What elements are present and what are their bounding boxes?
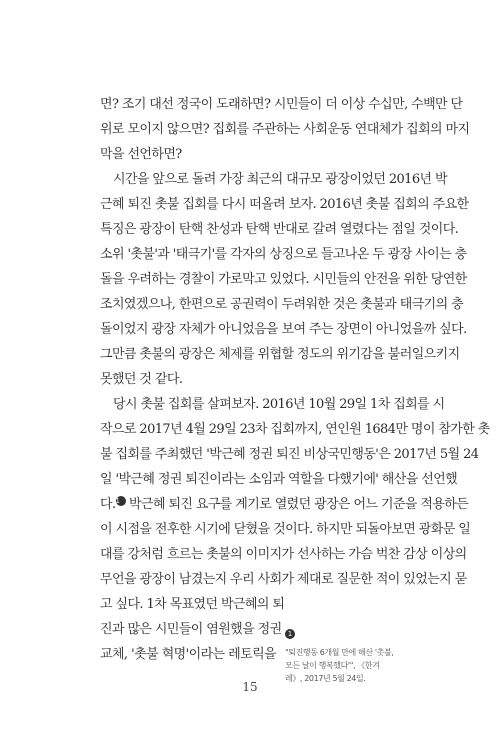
- text-line: 근혜 퇴진 촛불 집회를 다시 떠올려 보자. 2016년 촛불 집회의 주요한: [100, 197, 469, 212]
- text-line: 일 '박근혜 정권 퇴진이라는 소임과 역할을 다했기에' 해산을 선언했: [100, 472, 458, 487]
- text-line: 막을 선언하면?: [100, 147, 182, 162]
- page-number: 15: [242, 680, 258, 694]
- text-line: 불 집회를 주최했던 '박근혜 정권 퇴진 비상국민행동'은 2017년 5월 24: [100, 447, 479, 462]
- text-line: 진과 많은 시민들이 염원했을 정권: [100, 622, 282, 637]
- text-line: 대를 강처럼 흐르는 촛불의 이미지가 선사하는 가슴 벅찬 감상 이상의: [100, 547, 467, 562]
- paragraph-2: [100, 167, 469, 392]
- text-line: 돌이었지 광장 자체가 아니었음을 보여 주는 장면이 아니었을까 싶다.: [100, 322, 467, 337]
- text-line: 특징은 광장이 탄핵 찬성과 탄핵 반대로 갈려 열렸다는 점일 것이다.: [100, 222, 459, 237]
- footnote: [285, 627, 395, 685]
- text-line: 이 시점을 전후한 시기에 닫혔을 것이다. 하지만 되돌아보면 광화문 일: [100, 522, 471, 537]
- text-line: 돌을 우려하는 경찰이 가로막고 있었다. 시민들의 안전을 위한 당연한: [100, 272, 467, 287]
- footnote-marker: 1: [285, 629, 295, 639]
- text-line: 시간을 앞으로 돌려 가장 최근의 대규모 광장이었던 2016년 박: [113, 172, 447, 187]
- text-line: 조치였겠으나, 한편으로 공권력이 두려워한 것은 촛불과 태극기의 충: [100, 297, 464, 312]
- text-line: 고 싶다. 1차 목표였던 박근혜의 퇴: [100, 597, 285, 612]
- text-line: 못했던 것 같다.: [100, 372, 183, 387]
- text-line: 당시 촛불 집회를 살펴보자. 2016년 10월 29일 1차 집회를 시: [113, 397, 445, 412]
- text-segment: 박근혜 퇴진 요구를 계기로 열렸던 광장은 어느 기준을 적용하든: [125, 497, 469, 512]
- text-line: 그만큼 촛불의 광장은 체제를 위협할 정도의 위기감을 불러일으키지: [100, 347, 460, 362]
- paragraph-3: [100, 392, 490, 617]
- text-line: 면? 조기 대선 정국이 도래하면? 시민들이 더 이상 수십만, 수백만 단: [100, 97, 463, 112]
- paragraph-3-narrow: [100, 617, 282, 667]
- footnote-text: "퇴진행동 6개월 만에 해산 '촛불, 모든 날이 행복했다'", 《한겨레》, 2017년 5월 24일.: [285, 648, 394, 683]
- text-line: 무언을 광장이 남겼는지 우리 사회가 제대로 질문한 적이 있었는지 묻: [100, 572, 467, 587]
- text-line: 소위 '촛불'과 '태극기'를 각자의 상징으로 들고나온 두 광장 사이는 충: [100, 247, 467, 262]
- text-line: 위로 모이지 않으면? 집회를 주관하는 사회운동 연대체가 집회의 마지: [100, 122, 470, 137]
- text-line-with-footnote: [100, 492, 469, 517]
- text-segment: 다.: [100, 497, 116, 512]
- paragraph-1: [100, 92, 470, 167]
- text-line: 작으로 2017년 4월 29일 23차 집회까지, 연인원 1684만 명이 참가한 촛: [100, 422, 490, 437]
- text-line: 교체, '촛불 혁명'이라는 레토릭을: [100, 647, 276, 662]
- footnote-ref-marker: 1: [116, 496, 126, 506]
